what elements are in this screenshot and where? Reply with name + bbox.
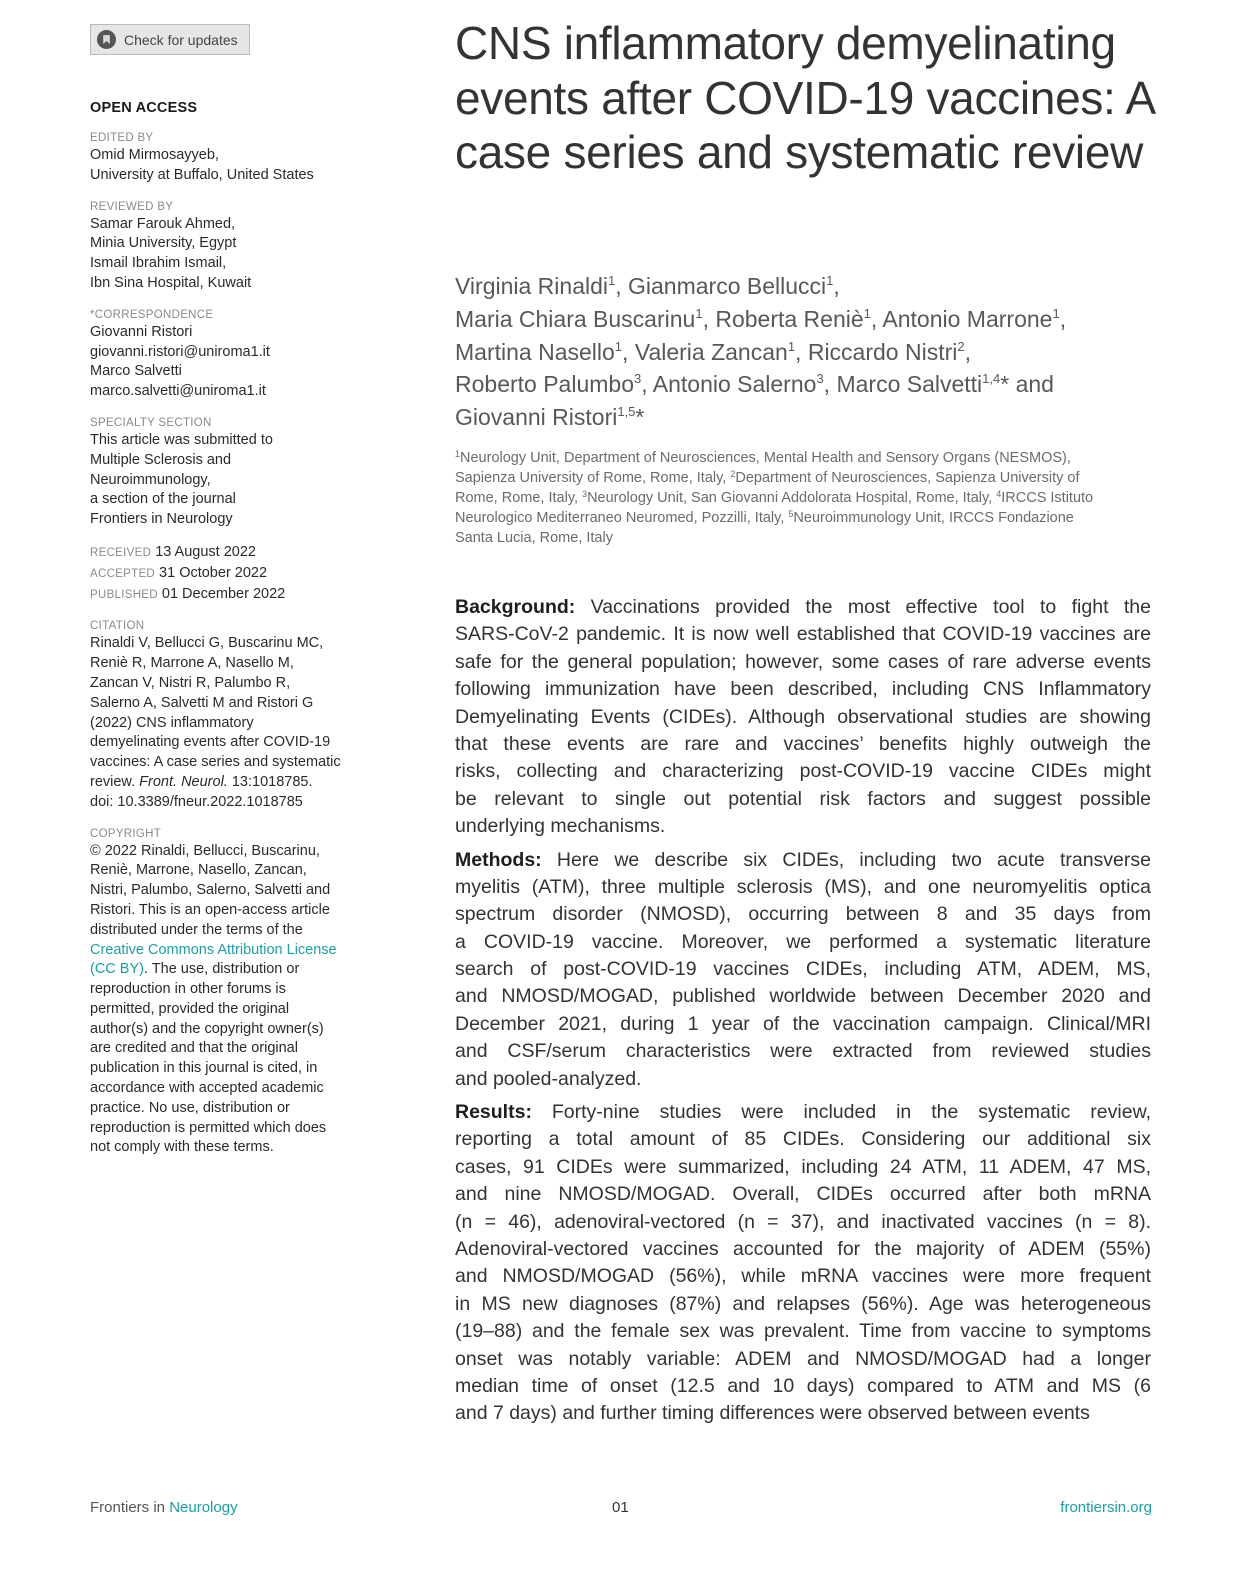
author-line (455, 401, 1175, 434)
author-name: Virginia Rinaldi (455, 273, 608, 299)
cc-by-link[interactable]: (CC BY) (90, 961, 144, 978)
author-affiliation-marker: 1,4 (982, 371, 1001, 387)
author-list (455, 270, 1175, 434)
abstract-line (455, 704, 1151, 731)
author-affiliation-marker: 1 (695, 305, 703, 321)
copyright-line: practice. No use, distribution or (90, 1099, 290, 1116)
reviewed-by-heading: REVIEWED BY (90, 200, 174, 213)
abstract-section-heading: Results: (455, 1101, 532, 1124)
copyright-line: permitted, provided the original (90, 1000, 290, 1017)
abstract-line (455, 1126, 1151, 1153)
correspondent-email[interactable]: giovanni.ristori@uniroma1.it (90, 343, 270, 360)
abstract-line (455, 758, 1151, 785)
author-line (455, 368, 1175, 401)
affiliation-line (455, 508, 1155, 528)
abstract-line (455, 1263, 1151, 1290)
author-name: Riccardo Nistri (807, 338, 958, 365)
author-name: Antonio Marrone (882, 305, 1053, 332)
citation-line: Reniè R, Marrone A, Nasello M, (90, 655, 294, 672)
check-for-updates-label: Check for updates (124, 31, 238, 48)
affiliation-line: Santa Lucia, Rome, Italy (455, 530, 613, 546)
footer-journal (90, 1499, 238, 1516)
abstract-line (455, 621, 1151, 648)
affiliation-text: Sapienza University of Rome, Rome, Italy, (455, 470, 731, 486)
abstract-line (455, 1038, 1151, 1065)
reviewer-line: Ibn Sina Hospital, Kuwait (90, 274, 252, 291)
reviewer-line: Ismail Ibrahim Ismail, (90, 255, 227, 272)
cc-license-link[interactable]: Creative Commons Attribution License (90, 941, 337, 958)
reviewer-line: Samar Farouk Ahmed, (90, 215, 236, 232)
copyright-text: . The use, distribution or (143, 961, 300, 978)
author-affiliation-marker: 3 (634, 371, 642, 387)
page-footer (90, 1499, 1152, 1519)
abstract-text: a COVID-19 vaccine. Moreover, we performed a systematic literature (455, 930, 1151, 953)
abstract-section-heading: Methods: (455, 848, 542, 871)
abstract-line (455, 1346, 1151, 1373)
abstract-text: Forty-nine studies were included in the systematic review, (531, 1101, 1151, 1124)
specialty-line: a section of the journal (90, 491, 236, 508)
copyright-line: distributed under the terms of the (90, 921, 303, 938)
author-name: Valeria Zancan (634, 338, 788, 365)
correspondence-body (90, 323, 380, 402)
citation-line (90, 773, 380, 793)
abstract-line (455, 1318, 1151, 1345)
abstract-text: median time of onset (12.5 and 10 days) compared to ATM and MS (6 (455, 1374, 1151, 1397)
affiliations (455, 448, 1155, 548)
copyright-line: accordance with accepted academic (90, 1080, 324, 1097)
editor-line: University at Buffalo, United States (90, 166, 314, 183)
author-name: Martina Nasello (455, 338, 615, 365)
abstract-text: underlying mechanisms. (455, 815, 666, 838)
received-date: 13 August 2022 (155, 543, 256, 560)
abstract-text: search of post-COVID-19 vaccines CIDEs, including ATM, ADEM, MS, (455, 958, 1151, 981)
citation-line: Salerno A, Salvetti M and Ristori G (90, 694, 314, 711)
affiliation-marker: 4 (996, 489, 1002, 499)
author-name: Roberta Reniè (715, 305, 864, 332)
abstract-text: Here we describe six CIDEs, including two acute transverse (541, 848, 1151, 871)
abstract-text: and NMOSD/MOGAD, published worldwide between December 2020 and (455, 985, 1151, 1008)
copyright-line: reproduction is permitted which does (90, 1119, 327, 1136)
copyright-line: Ristori. This is an open-access article (90, 901, 330, 918)
author-separator: , (622, 338, 635, 365)
citation-text: 13:1018785. (227, 773, 313, 790)
abstract-line (455, 1154, 1151, 1181)
correspondent-name: Marco Salvetti (90, 363, 182, 380)
abstract-text: be relevant to single out potential risk factors and suggest possible (455, 787, 1151, 810)
citation-line: Rinaldi V, Bellucci G, Buscarinu MC, (90, 635, 324, 652)
author-name: Marco Salvetti (836, 371, 983, 398)
citation-body (90, 634, 380, 812)
author-affiliation-marker: 1 (787, 338, 796, 354)
author-separator: * and (1000, 371, 1054, 398)
affiliation-marker: 5 (788, 509, 794, 519)
accepted-date-row (90, 564, 380, 585)
copyright-line: not comply with these terms. (90, 1139, 274, 1156)
published-date: 01 December 2022 (161, 585, 286, 602)
specialty-line: Multiple Sclerosis and (90, 451, 232, 468)
abstract-line (455, 813, 1151, 840)
author-separator: , (870, 305, 883, 332)
abstract (455, 594, 1151, 1434)
author-name: Gianmarco Bellucci (628, 273, 827, 299)
citation-heading: CITATION (90, 620, 145, 633)
abstract-text: following immunization have been described, including CNS Inflammatory (455, 678, 1151, 701)
author-separator: , (833, 273, 840, 299)
received-label: RECEIVED (90, 546, 152, 559)
copyright-line: Reniè, Marrone, Nasello, Zancan, (90, 862, 307, 879)
author-separator: , (823, 371, 837, 398)
editor-line: Omid Mirmosayyeb, (90, 147, 219, 163)
abstract-text: SARS-CoV-2 pandemic. It is now well established that COVID-19 vaccines are (455, 623, 1151, 646)
abstract-text: in MS new diagnoses (87%) and relapses (56%). Age was heterogeneous (455, 1292, 1151, 1315)
abstract-line (455, 1209, 1151, 1236)
page-number: 01 (612, 1499, 629, 1516)
abstract-section-heading: Background: (455, 596, 576, 618)
author-separator: , (615, 273, 629, 299)
footer-journal-name: Neurology (169, 1499, 238, 1516)
open-access-label: OPEN ACCESS (90, 100, 198, 116)
footer-journal-prefix: Frontiers in (90, 1499, 166, 1516)
author-affiliation-marker: 1 (826, 273, 834, 288)
abstract-line (455, 1400, 1151, 1427)
abstract-text: that these events are rare and vaccines’ benefits highly outweigh the (455, 732, 1151, 755)
abstract-text: risks, collecting and characterizing post-COVID-19 vaccine CIDEs might (455, 760, 1151, 783)
accepted-date: 31 October 2022 (159, 564, 268, 581)
citation-text: review. (90, 773, 140, 790)
abstract-line (455, 731, 1151, 758)
abstract-text: cases, 91 CIDEs were summarized, including 24 ATM, 11 ADEM, 47 MS, (455, 1155, 1151, 1178)
affiliation-marker: 1 (455, 449, 461, 459)
bookmark-icon (97, 30, 116, 49)
affiliation-text: Neurologico Mediterraneo Neuromed, Pozzilli, Italy, (455, 510, 789, 526)
copyright-line: are credited and that the original (90, 1040, 298, 1057)
specialty-line: Neuroimmunology, (90, 471, 211, 488)
abstract-results (455, 1099, 1151, 1428)
abstract-text: and CSF/serum characteristics were extracted from reviewed studies (455, 1040, 1151, 1063)
correspondent-email[interactable]: marco.salvetti@uniroma1.it (90, 383, 266, 400)
published-label: PUBLISHED (90, 588, 158, 601)
specialty-section-heading: SPECIALTY SECTION (90, 416, 212, 429)
abstract-line (455, 1373, 1151, 1400)
article-info-sidebar (90, 100, 380, 1171)
citation-line: (2022) CNS inflammatory (90, 714, 254, 731)
abstract-text: Vaccinations provided the most effective tool to fight the (575, 596, 1151, 618)
copyright-heading: COPYRIGHT (90, 827, 162, 840)
copyright-body (90, 842, 380, 1159)
author-affiliation-marker: 2 (957, 338, 965, 354)
author-affiliation-marker: 1 (863, 305, 871, 321)
affiliation-text: Neurology Unit, Department of Neurosciences, Mental Health and Sensory Organs (NESMOS), (460, 450, 1071, 466)
affiliation-line (455, 448, 1155, 468)
author-name: Maria Chiara Buscarinu (455, 305, 696, 332)
abstract-line (455, 983, 1151, 1010)
license-link-line (90, 941, 380, 961)
abstract-text: reporting a total amount of 85 CIDEs. Considering our additional six (455, 1128, 1151, 1151)
copyright-line: reproduction in other forums is (90, 981, 286, 998)
article-dates (90, 543, 380, 605)
author-separator: , (964, 338, 971, 365)
affiliation-text: Neurology Unit, San Giovanni Addolorata Hospital, Rome, Italy, (587, 490, 997, 506)
author-line (455, 270, 1175, 303)
abstract-line (455, 786, 1151, 813)
abstract-text: December 2021, during 1 year of the vaccination campaign. Clinical/MRI (455, 1012, 1151, 1035)
affiliation-text: IRCCS Istituto (1001, 490, 1094, 506)
author-separator: , (702, 305, 716, 332)
abstract-text: (n = 46), adenoviral-vectored (n = 37), and inactivated vaccines (n = 8). (455, 1210, 1151, 1233)
abstract-line (455, 594, 1151, 621)
abstract-line (455, 1291, 1151, 1318)
abstract-text: Demyelinating Events (CIDEs). Although observational studies are showing (455, 705, 1151, 728)
copyright-line: Nistri, Palumbo, Salerno, Salvetti and (90, 882, 331, 899)
abstract-background (455, 594, 1151, 841)
affiliation-marker: 3 (582, 489, 588, 499)
author-affiliation-marker: 1 (614, 338, 623, 354)
reviewed-by-body (90, 215, 380, 294)
author-name: Giovanni Ristori (455, 404, 618, 431)
abstract-line (455, 956, 1151, 983)
affiliation-text: Department of Neurosciences, Sapienza University of (735, 470, 1080, 486)
copyright-line (90, 960, 380, 980)
citation-line: Zancan V, Nistri R, Palumbo R, (90, 674, 291, 691)
author-affiliation-marker: 1 (1052, 305, 1060, 321)
abstract-line (455, 1236, 1151, 1263)
author-name: Antonio Salerno (652, 371, 817, 398)
abstract-text: spectrum disorder (NMOSD), occurring between 8 and 35 days from (455, 903, 1151, 926)
abstract-line (455, 676, 1151, 703)
abstract-line (455, 901, 1151, 928)
abstract-line (455, 1066, 1151, 1093)
copyright-line: © 2022 Rinaldi, Bellucci, Buscarinu, (90, 842, 320, 859)
abstract-text: Adenoviral-vectored vaccines accounted for the majority of ADEM (55%) (455, 1237, 1151, 1260)
abstract-text: onset was notably variable: ADEM and NMOSD/MOGAD had a longer (455, 1347, 1151, 1370)
abstract-line (455, 1181, 1151, 1208)
specialty-line: This article was submitted to (90, 431, 273, 448)
abstract-line (455, 1099, 1151, 1126)
author-affiliation-marker: 1 (608, 273, 616, 288)
edited-by-heading: EDITED BY (90, 132, 154, 144)
affiliation-text: Rome, Rome, Italy, (455, 490, 583, 506)
author-line (455, 336, 1175, 369)
copyright-line: author(s) and the copyright owner(s) (90, 1020, 324, 1037)
citation-journal: Front. Neurol. (139, 773, 228, 790)
abstract-text: and nine NMOSD/MOGAD. Overall, CIDEs occurred after both mRNA (455, 1183, 1151, 1206)
reviewer-line: Minia University, Egypt (90, 235, 237, 252)
author-separator: * (635, 404, 645, 431)
abstract-text: and pooled-analyzed. (455, 1067, 642, 1090)
abstract-text: (19–88) and the female sex was prevalent. Time from vaccine to symptoms (455, 1320, 1151, 1343)
affiliation-line (455, 488, 1155, 508)
author-affiliation-marker: 1,5 (617, 404, 636, 420)
edited-by-body (90, 146, 380, 186)
specialty-line: Frontiers in Neurology (90, 511, 233, 528)
accepted-label: ACCEPTED (90, 567, 156, 580)
abstract-line (455, 649, 1151, 676)
received-date-row (90, 543, 380, 564)
author-affiliation-marker: 3 (816, 371, 824, 387)
abstract-line (455, 847, 1151, 874)
correspondence-heading: *CORRESPONDENCE (90, 308, 214, 321)
citation-line: vaccines: A case series and systematic (90, 754, 341, 771)
abstract-line (455, 929, 1151, 956)
copyright-line: publication in this journal is cited, in (90, 1060, 318, 1077)
affiliation-text: Neuroimmunology Unit, IRCCS Fondazione (793, 510, 1074, 526)
abstract-text: safe for the general population; however, some cases of rare adverse events (455, 650, 1151, 673)
article-title: CNS inflammatory demyelinating events after COVID-19 vaccines: A case series and systematic review (455, 17, 1154, 178)
affiliation-marker: 2 (730, 469, 736, 479)
specialty-section-body (90, 431, 380, 530)
footer-site-link[interactable]: frontiersin.org (1060, 1499, 1152, 1516)
author-separator: , (1059, 305, 1067, 332)
abstract-line (455, 874, 1151, 901)
published-date-row (90, 585, 380, 606)
author-name: Roberto Palumbo (455, 371, 634, 398)
citation-line: demyelinating events after COVID-19 (90, 734, 331, 751)
author-line (455, 303, 1175, 336)
correspondent-name: Giovanni Ristori (90, 323, 193, 340)
abstract-text: myelitis (ATM), three multiple sclerosis (MS), and one neuromyelitis optica (455, 875, 1151, 898)
author-separator: , (795, 338, 808, 365)
abstract-text: and 7 days) and further timing differences were observed between events (455, 1402, 1090, 1425)
citation-doi: doi: 10.3389/fneur.2022.1018785 (90, 793, 303, 810)
check-for-updates-button[interactable] (90, 24, 250, 55)
abstract-methods (455, 847, 1151, 1094)
abstract-text: and NMOSD/MOGAD (56%), while mRNA vaccines were more frequent (455, 1265, 1151, 1288)
affiliation-line (455, 468, 1155, 488)
abstract-line (455, 1011, 1151, 1038)
author-separator: , (641, 371, 653, 398)
